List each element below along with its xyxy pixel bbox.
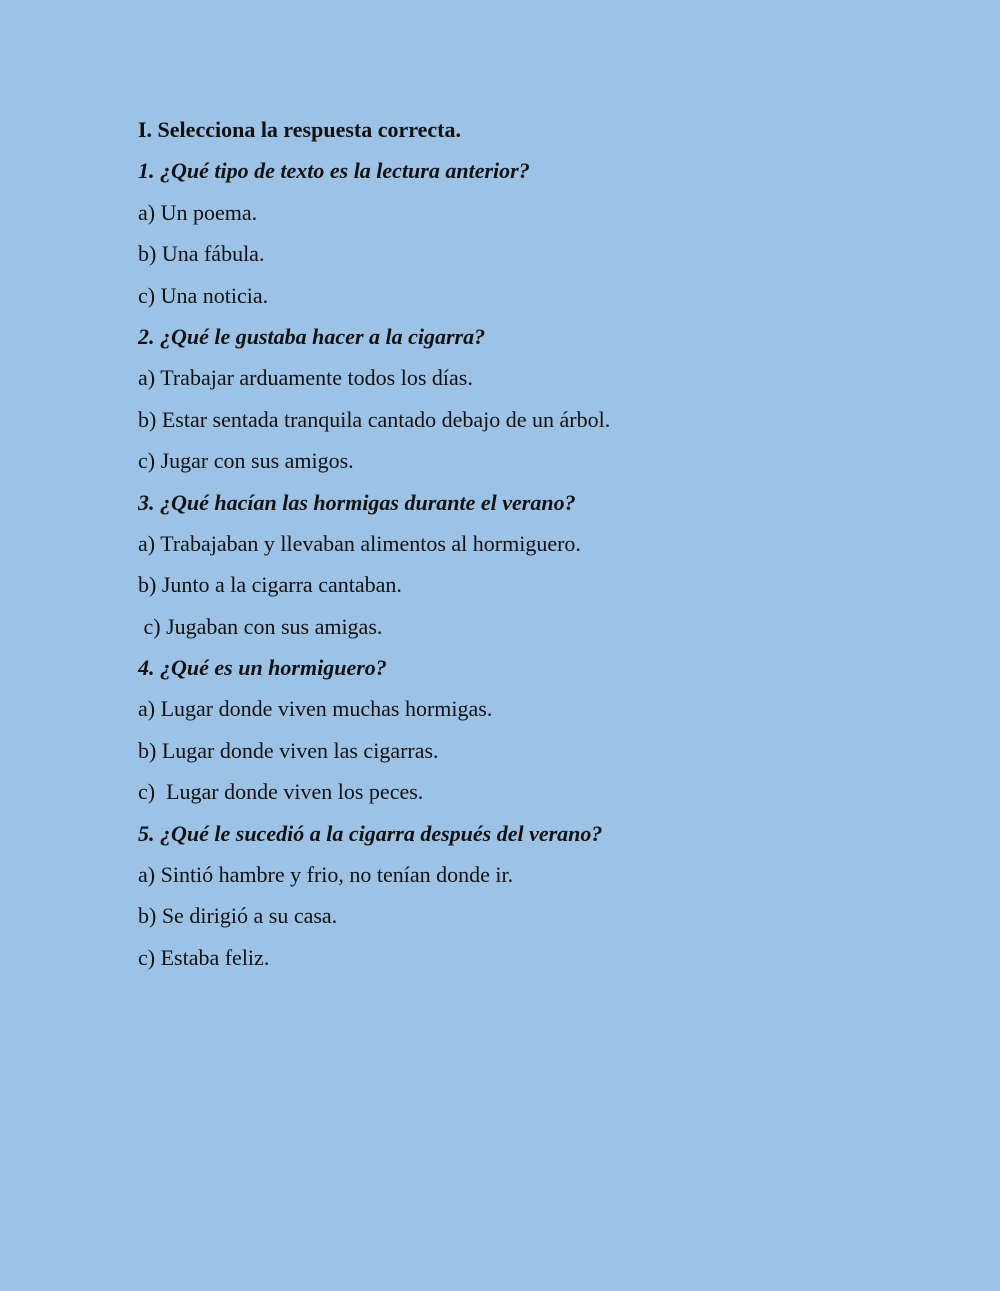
question-1-option-b[interactable]: b) Una fábula.	[138, 241, 265, 267]
question-block-5	[138, 816, 958, 982]
question-3: 3. ¿Qué hacían las hormigas durante el verano?	[138, 489, 576, 515]
question-3-option-c[interactable]: c) Jugaban con sus amigas.	[138, 613, 383, 639]
question-block-1	[138, 153, 958, 319]
question-block-3	[138, 485, 958, 651]
question-1-option-a[interactable]: a) Un poema.	[138, 199, 258, 225]
question-5-option-c[interactable]: c) Estaba feliz.	[138, 944, 270, 970]
question-1: 1. ¿Qué tipo de texto es la lectura anterior?	[138, 158, 530, 184]
question-4-option-c[interactable]: c) Lugar donde viven los peces.	[138, 779, 424, 805]
question-4-option-b[interactable]: b) Lugar donde viven las cigarras.	[138, 737, 439, 763]
section-heading: I. Selecciona la respuesta correcta.	[138, 117, 461, 142]
question-5: 5. ¿Qué le sucedió a la cigarra después del verano?	[138, 820, 603, 846]
question-5-option-b[interactable]: b) Se dirigió a su casa.	[138, 903, 338, 929]
question-3-option-a[interactable]: a) Trabajaban y llevaban alimentos al hormiguero.	[138, 530, 581, 556]
worksheet	[138, 112, 958, 981]
question-2-option-c[interactable]: c) Jugar con sus amigos.	[138, 448, 354, 474]
question-block-2	[138, 319, 958, 485]
question-2: 2. ¿Qué le gustaba hacer a la cigarra?	[138, 323, 486, 349]
question-2-option-a[interactable]: a) Trabajar arduamente todos los días.	[138, 365, 473, 391]
question-5-option-a[interactable]: a) Sintió hambre y frio, no tenían donde ir.	[138, 862, 514, 888]
question-4-option-a[interactable]: a) Lugar donde viven muchas hormigas.	[138, 696, 493, 722]
question-2-option-b[interactable]: b) Estar sentada tranquila cantado debajo de un árbol.	[138, 406, 611, 432]
question-3-option-b[interactable]: b) Junto a la cigarra cantaban.	[138, 572, 402, 598]
question-4: 4. ¿Qué es un hormiguero?	[138, 655, 387, 681]
question-1-option-c[interactable]: c) Una noticia.	[138, 282, 269, 308]
question-block-4	[138, 650, 958, 816]
